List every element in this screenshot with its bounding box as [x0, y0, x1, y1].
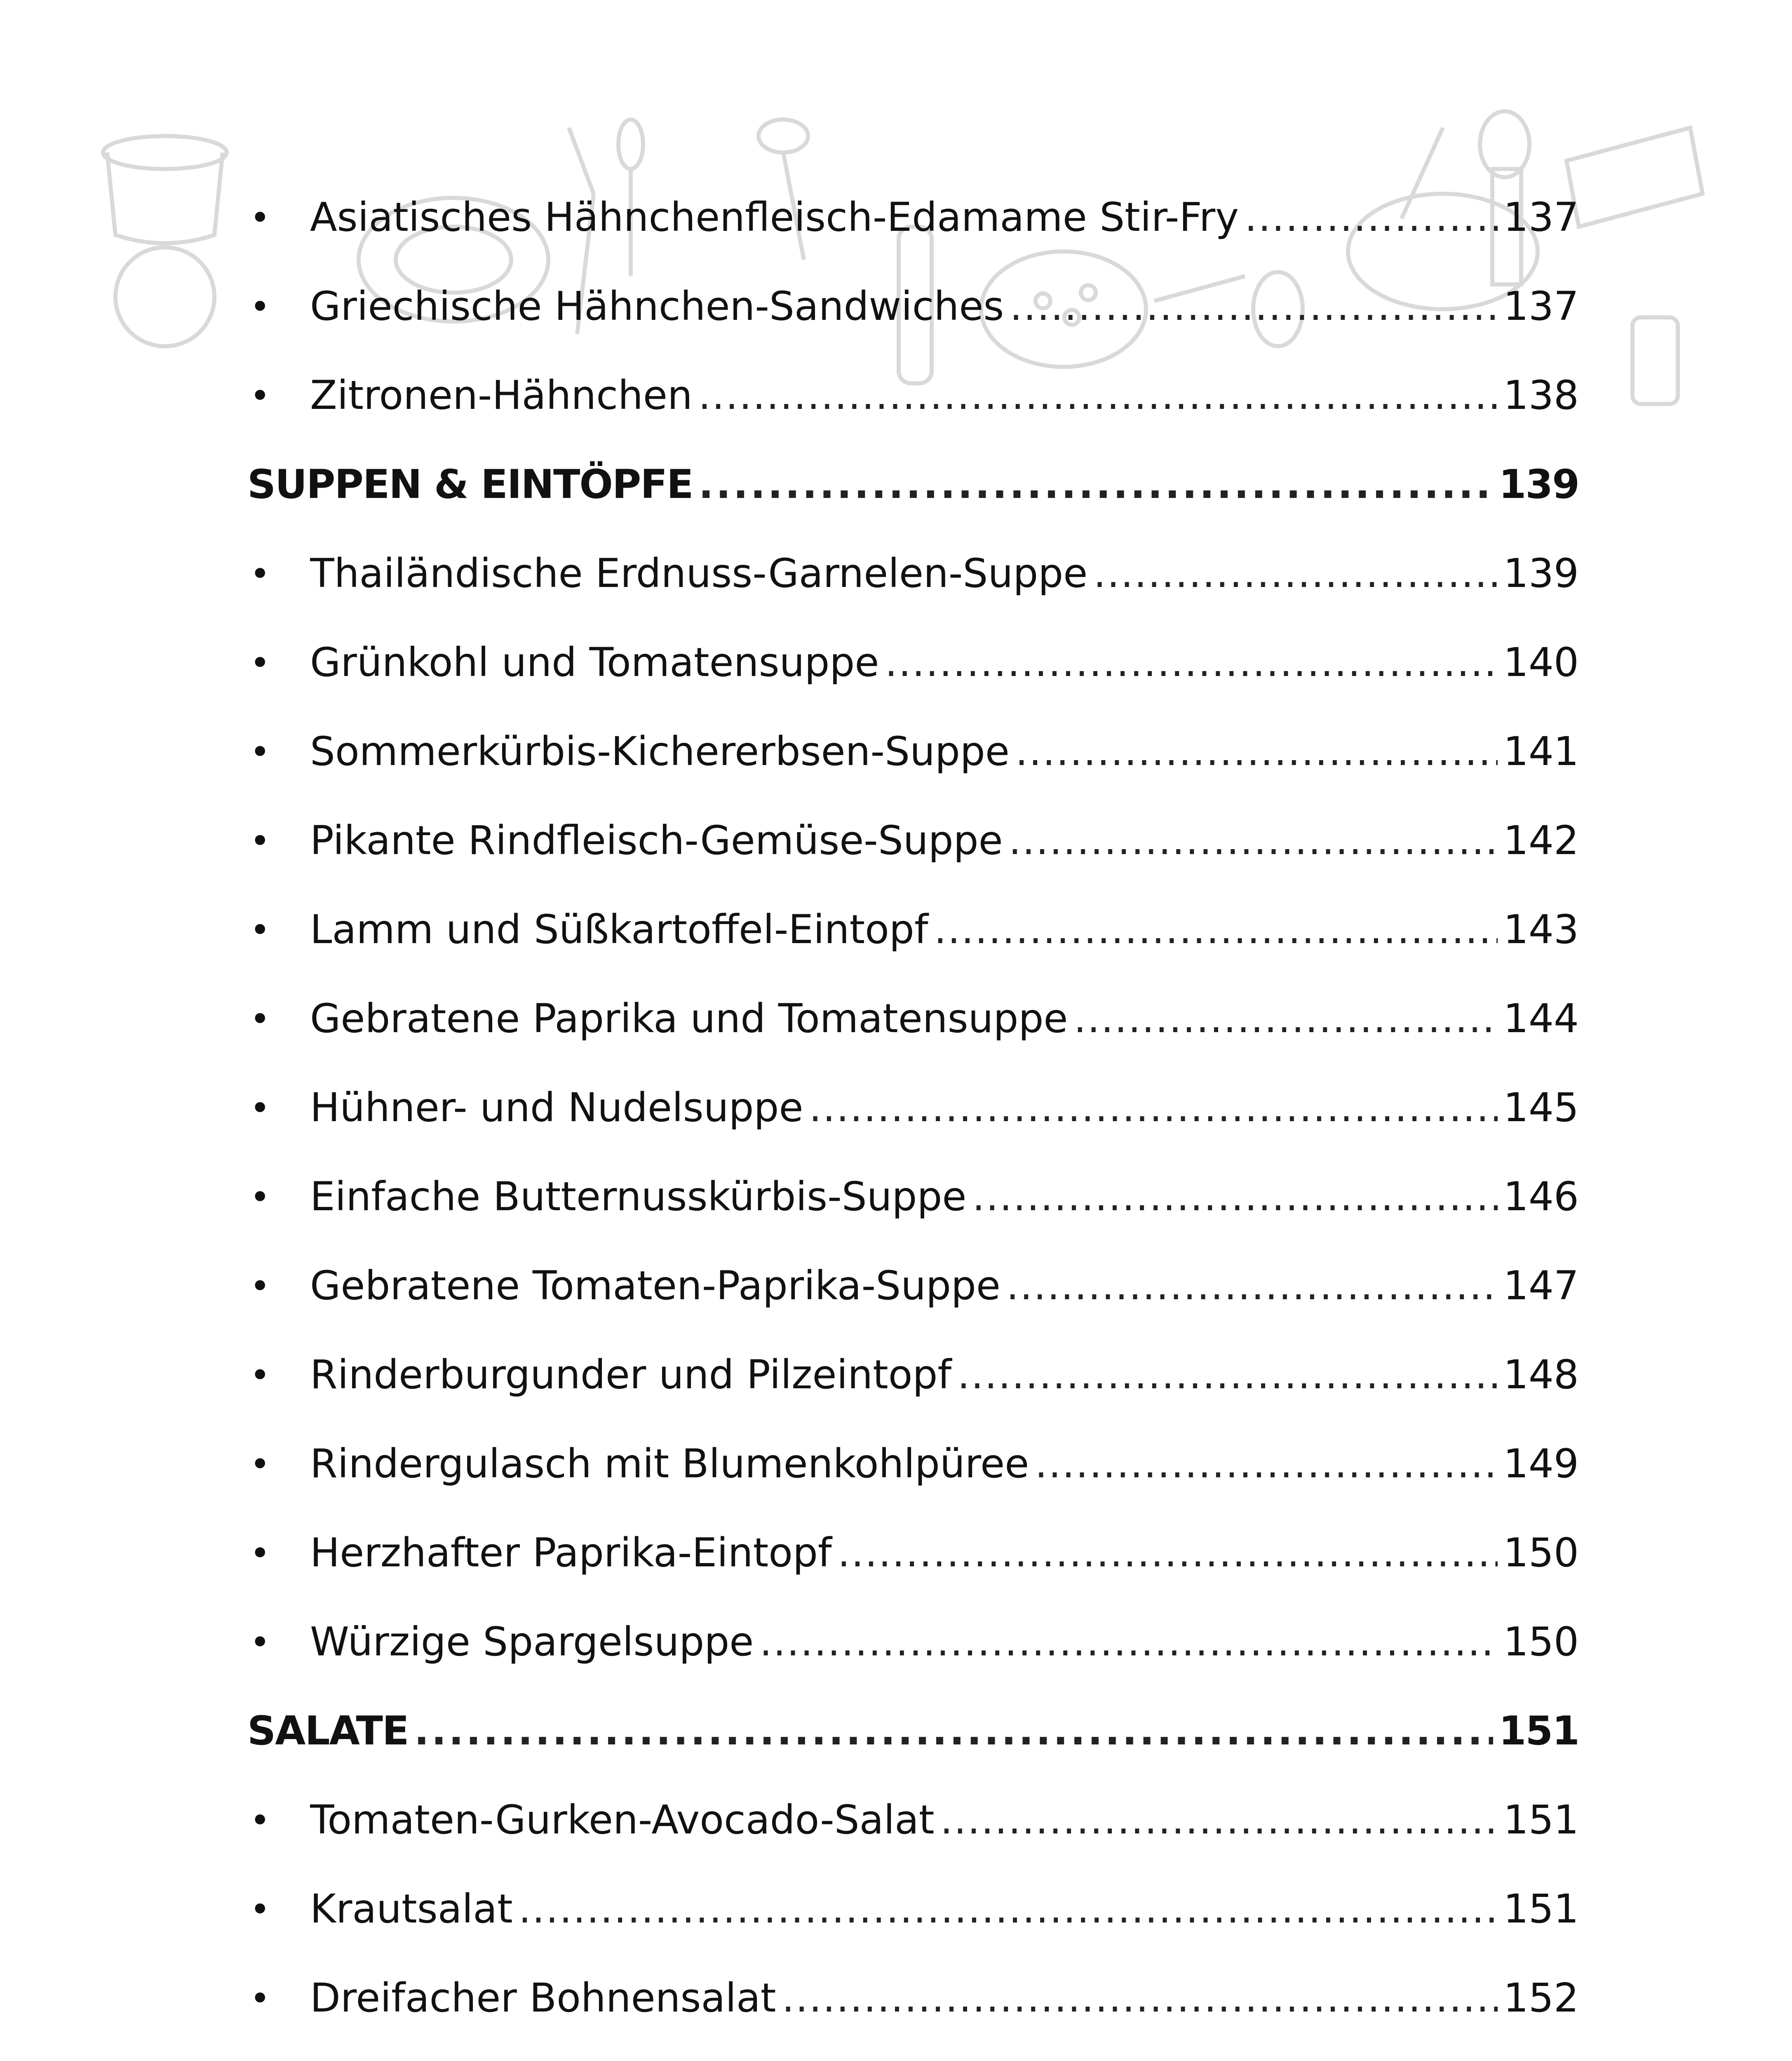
bullet-icon: •: [250, 732, 270, 772]
toc-entry-title: Hühner- und Nudelsuppe: [310, 1084, 803, 1131]
toc-entry-line: [310, 1885, 1579, 1933]
toc-entry-title: Asiatisches Hähnchenfleisch-Edamame Stir-Fry: [310, 194, 1239, 241]
bullet-icon: •: [250, 999, 270, 1039]
dot-leader: [519, 1885, 1498, 1933]
toc-item[interactable]: [247, 262, 1579, 351]
toc-entry-title: Würzige Spargelsuppe: [310, 1619, 754, 1665]
dot-leader: [809, 1084, 1498, 1131]
toc-page-number: 151: [1503, 1797, 1579, 1843]
toc-item[interactable]: [247, 707, 1579, 796]
toc-entry-title: Rinderburgunder und Pilzeintopf: [310, 1352, 952, 1398]
toc-entry-line: [310, 817, 1579, 864]
toc-entry-line: [247, 1707, 1579, 1755]
toc-section-heading[interactable]: [247, 1687, 1579, 1776]
toc-item[interactable]: [247, 173, 1579, 262]
toc-page-number: 139: [1503, 550, 1579, 597]
toc-page-number: 147: [1503, 1263, 1579, 1309]
toc-entry-line: [310, 1974, 1579, 2022]
bullet-icon: •: [250, 1800, 270, 1840]
toc-section-heading[interactable]: [247, 440, 1579, 529]
toc-entry-line: [310, 1173, 1579, 1221]
dot-leader: [957, 1351, 1498, 1399]
dot-leader: [1009, 817, 1498, 864]
toc-page-number: 140: [1503, 639, 1579, 686]
dot-leader: [1093, 550, 1498, 597]
toc-entry-title: Dreifacher Bohnensalat: [310, 1975, 776, 2021]
table-of-contents: [247, 173, 1579, 2061]
toc-item[interactable]: [247, 351, 1579, 440]
toc-page-number: 142: [1503, 817, 1579, 864]
bullet-icon: •: [250, 1978, 270, 2019]
dot-leader: [414, 1707, 1493, 1755]
toc-page-number: 144: [1503, 995, 1579, 1042]
toc-entry-title: Einfache Butternusskürbis-Suppe: [310, 1174, 967, 1220]
toc-entry-line: [310, 1529, 1579, 1577]
dot-leader: [885, 639, 1497, 686]
toc-entry-title: Tomaten-Gurken-Avocado-Salat: [310, 1797, 935, 1843]
dot-leader: [972, 1173, 1497, 1221]
toc-page-number: 148: [1503, 1352, 1579, 1398]
toc-item[interactable]: [247, 974, 1579, 1063]
toc-entry-line: [310, 194, 1579, 241]
bullet-icon: •: [250, 1266, 270, 1306]
toc-entry-title: Lamm und Süßkartoffel-Eintopf: [310, 906, 928, 953]
toc-entry-title: Krautsalat: [310, 1886, 513, 1932]
toc-entry-line: [310, 728, 1579, 775]
toc-entry-line: [310, 1796, 1579, 1844]
toc-page-number: 138: [1503, 372, 1579, 419]
toc-entry-title: Griechische Hähnchen-Sandwiches: [310, 283, 1004, 330]
bullet-icon: •: [250, 1533, 270, 1573]
bullet-icon: •: [250, 1088, 270, 1128]
toc-item[interactable]: [247, 1420, 1579, 1509]
toc-entry-line: [310, 1351, 1579, 1399]
bullet-icon: •: [250, 643, 270, 683]
toc-entry-line: [310, 906, 1579, 953]
bullet-icon: •: [250, 1177, 270, 1217]
toc-entry-line: [310, 995, 1579, 1042]
toc-item[interactable]: [247, 1242, 1579, 1331]
toc-item[interactable]: [247, 1598, 1579, 1687]
dot-leader: [699, 461, 1493, 508]
toc-entry-title: Gebratene Tomaten-Paprika-Suppe: [310, 1263, 1001, 1309]
bullet-icon: •: [250, 376, 270, 416]
toc-entry-title: Grünkohl und Tomatensuppe: [310, 639, 879, 686]
toc-item[interactable]: [247, 1865, 1579, 1954]
toc-entry-line: [310, 283, 1579, 330]
dot-leader: [1073, 995, 1497, 1042]
dot-leader: [782, 1974, 1497, 2022]
toc-entry-line: [310, 1440, 1579, 1488]
dot-leader: [1006, 1262, 1498, 1310]
toc-entry-line: [310, 1084, 1579, 1131]
toc-item[interactable]: [247, 885, 1579, 974]
toc-page-number: 139: [1498, 461, 1579, 508]
toc-page-number: 146: [1503, 1174, 1579, 1220]
toc-item[interactable]: [247, 2043, 1579, 2061]
toc-entry-title: Zitronen-Hähnchen: [310, 372, 693, 419]
dot-leader: [1245, 194, 1498, 241]
toc-entry-title: Rindergulasch mit Blumenkohlpüree: [310, 1441, 1029, 1487]
toc-entry-line: [247, 461, 1579, 508]
toc-page-number: 141: [1503, 728, 1579, 775]
toc-entry-line: [310, 1618, 1579, 1666]
toc-page-number: 151: [1503, 1886, 1579, 1932]
toc-page-number: 137: [1503, 194, 1579, 241]
bullet-icon: •: [250, 1889, 270, 1930]
toc-item[interactable]: [247, 1063, 1579, 1153]
toc-item[interactable]: [247, 1331, 1579, 1420]
toc-page-number: 137: [1503, 283, 1579, 330]
bullet-icon: •: [250, 821, 270, 861]
bullet-icon: •: [250, 286, 270, 327]
bullet-icon: •: [250, 1355, 270, 1395]
dot-leader: [698, 372, 1498, 419]
toc-page-number: 150: [1503, 1619, 1579, 1665]
toc-page-number: 145: [1503, 1084, 1579, 1131]
toc-entry-line: [310, 372, 1579, 419]
toc-item[interactable]: [247, 1954, 1579, 2043]
bullet-icon: •: [250, 910, 270, 950]
toc-entry-title: Thailändische Erdnuss-Garnelen-Suppe: [310, 550, 1088, 597]
dot-leader: [934, 906, 1498, 953]
toc-item[interactable]: [247, 1509, 1579, 1598]
toc-entry-title: SALATE: [247, 1708, 409, 1754]
toc-item[interactable]: [247, 1153, 1579, 1242]
dot-leader: [838, 1529, 1498, 1577]
toc-entry-title: Gebratene Paprika und Tomatensuppe: [310, 995, 1068, 1042]
dot-leader: [1010, 283, 1497, 330]
toc-entry-title: Pikante Rindfleisch-Gemüse-Suppe: [310, 817, 1003, 864]
dot-leader: [1015, 728, 1498, 775]
toc-item[interactable]: [247, 529, 1579, 618]
dot-leader: [759, 1618, 1497, 1666]
toc-entry-title: Sommerkürbis-Kichererbsen-Suppe: [310, 728, 1010, 775]
toc-page-number: 152: [1503, 1975, 1579, 2021]
dot-leader: [940, 1796, 1498, 1844]
toc-item[interactable]: [247, 618, 1579, 707]
toc-entry-line: [310, 550, 1579, 597]
bullet-icon: •: [250, 1444, 270, 1484]
toc-item[interactable]: [247, 1776, 1579, 1865]
toc-page-number: 149: [1503, 1441, 1579, 1487]
bullet-icon: •: [250, 554, 270, 594]
toc-page-number: 150: [1503, 1530, 1579, 1576]
toc-page-number: 151: [1498, 1708, 1579, 1754]
toc-entry-line: [310, 639, 1579, 686]
toc-entry-line: [310, 1262, 1579, 1310]
bullet-icon: •: [250, 1622, 270, 1662]
toc-entry-title: Herzhafter Paprika-Eintopf: [310, 1530, 832, 1576]
toc-page-number: 143: [1503, 906, 1579, 953]
toc-item[interactable]: [247, 796, 1579, 885]
dot-leader: [1035, 1440, 1498, 1488]
bullet-icon: •: [250, 197, 270, 238]
toc-entry-title: SUPPEN & EINTÖPFE: [247, 461, 693, 508]
